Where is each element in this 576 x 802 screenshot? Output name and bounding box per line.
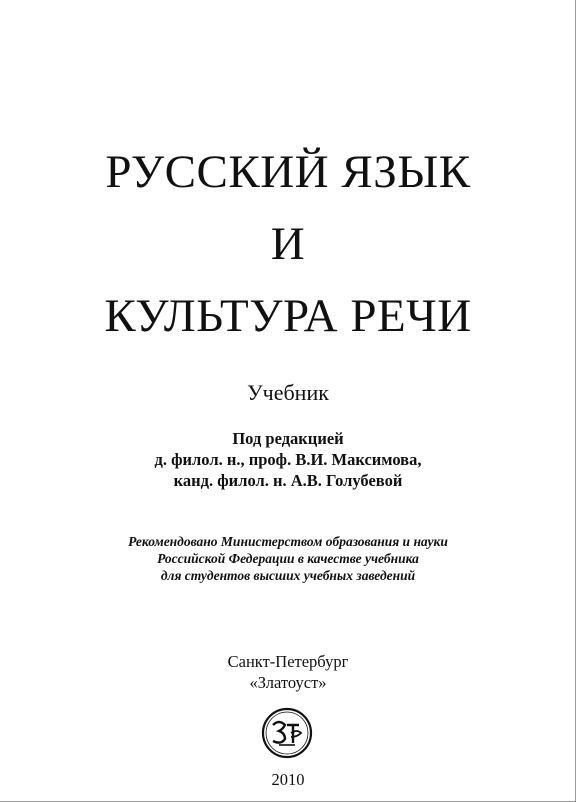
- editors-line-1: Под редакцией: [232, 429, 344, 448]
- recommendation-line-2: Российской Федерации в качестве учебника: [157, 551, 419, 566]
- editors-block: [0, 428, 576, 491]
- recommendation-block: [0, 533, 576, 584]
- publisher-block: [0, 651, 576, 693]
- publisher-logo-icon: [261, 707, 313, 759]
- editors-line-2: д. филол. н., проф. В.И. Максимова,: [154, 450, 422, 469]
- publisher-city: Санкт-Петербург: [227, 652, 349, 671]
- recommendation-line-3: для студентов высших учебных заведений: [160, 568, 416, 583]
- title-line-2: И: [270, 218, 306, 270]
- subtitle: Учебник: [247, 380, 329, 405]
- editors-line-3: канд. филол. н. А.В. Голубевой: [173, 471, 403, 490]
- recommendation-line-1: Рекомендовано Министерством образования и науки: [128, 534, 448, 549]
- title-line-1: РУССКИЙ ЯЗЫК: [105, 146, 471, 198]
- title-line-3: КУЛЬТУРА РЕЧИ: [104, 290, 472, 342]
- publication-year: 2010: [271, 770, 305, 789]
- publisher-name: «Златоуст»: [249, 673, 327, 692]
